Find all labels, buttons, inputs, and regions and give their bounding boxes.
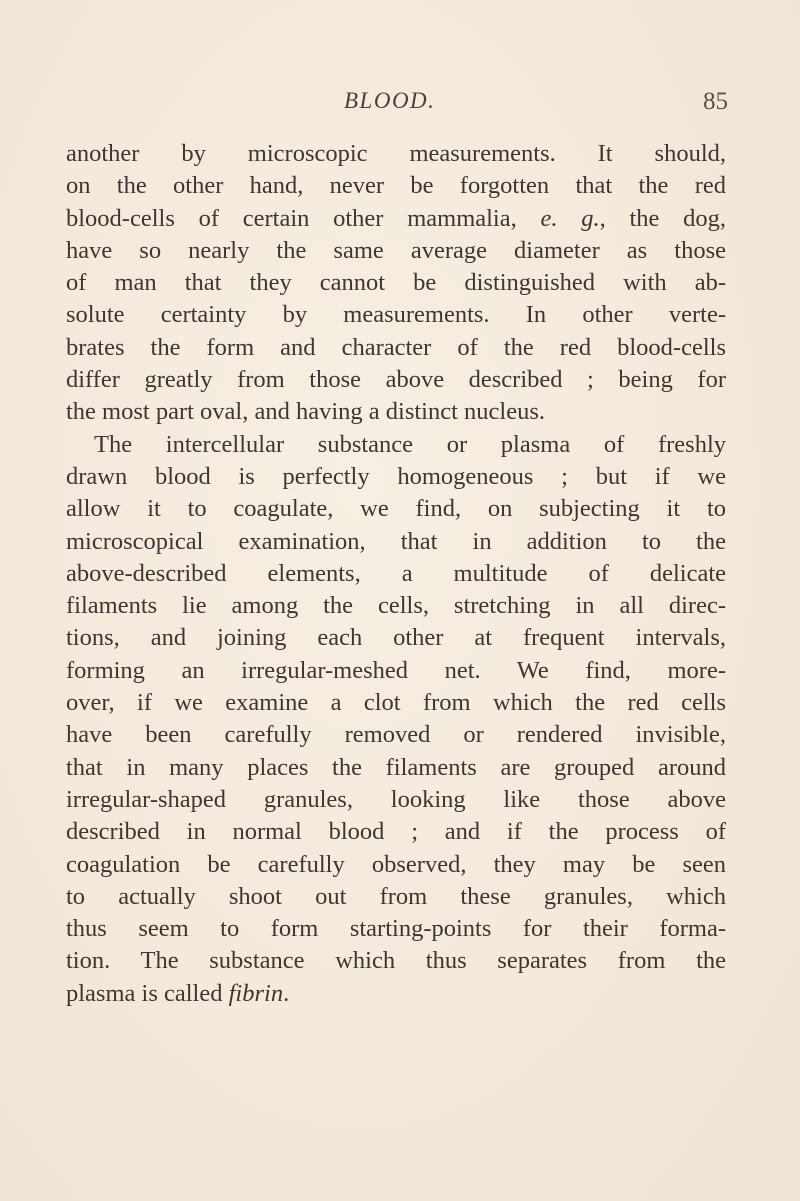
text-line: to actually shoot out from these granules, which (66, 882, 726, 910)
italic-term-fibrin: fibrin (228, 979, 284, 1007)
text-line: drawn blood is perfectly homogeneous ; but if we (66, 462, 726, 490)
text-line: on the other hand, never be forgotten that the red (66, 172, 726, 200)
text-segment: . (283, 979, 290, 1007)
text-line: filaments lie among the cells, stretching in all direc- (66, 592, 726, 620)
text-line: thus seem to form starting-points for their forma- (66, 915, 726, 943)
text-line: forming an irregular-meshed net. We find, more- (66, 656, 726, 684)
body-text (66, 138, 726, 1010)
running-head (0, 88, 800, 118)
text-line: have so nearly the same average diameter as those (66, 236, 726, 264)
text-line: of man that they cannot be distinguished with ab- (66, 269, 726, 297)
text-line: microscopical examination, that in addition to the (66, 527, 726, 555)
running-title: BLOOD. (344, 88, 436, 113)
text-line: irregular-shaped granules, looking like those above (66, 785, 726, 813)
text-line: tion. The substance which thus separates from the (66, 947, 726, 975)
text-line (66, 978, 726, 1010)
text-line: tions, and joining each other at frequent intervals, (66, 624, 726, 652)
text-line: have been carefully removed or rendered invisible, (66, 721, 726, 749)
text-line: the most part oval, and having a distinct nucleus. (66, 398, 546, 426)
text-line (66, 203, 726, 235)
text-line: another by microscopic measurements. It should, (66, 140, 726, 167)
text-line: solute certainty by measurements. In other verte- (66, 301, 726, 329)
text-line: coagulation be carefully observed, they may be seen (66, 850, 726, 878)
text-line: above-described elements, a multitude of delicate (66, 559, 726, 587)
text-segment: blood-cells of certain other mammalia, (66, 204, 541, 232)
text-line: brates the form and character of the red blood-cells (66, 333, 726, 361)
text-segment: , the dog, (599, 204, 727, 232)
text-line: allow it to coagulate, we find, on subjecting it to (66, 495, 726, 523)
text-line: that in many places the filaments are grouped around (66, 753, 726, 781)
italic-abbreviation: e. g. (540, 204, 600, 232)
page-number: 85 (703, 88, 728, 115)
text-line: differ greatly from those above described ; being for (66, 366, 726, 394)
text-segment: plasma is called (66, 979, 229, 1007)
text-line: described in normal blood ; and if the process of (66, 818, 726, 846)
text-line: over, if we examine a clot from which the red cells (66, 689, 726, 717)
text-line: The intercellular substance or plasma of freshly (94, 430, 726, 458)
